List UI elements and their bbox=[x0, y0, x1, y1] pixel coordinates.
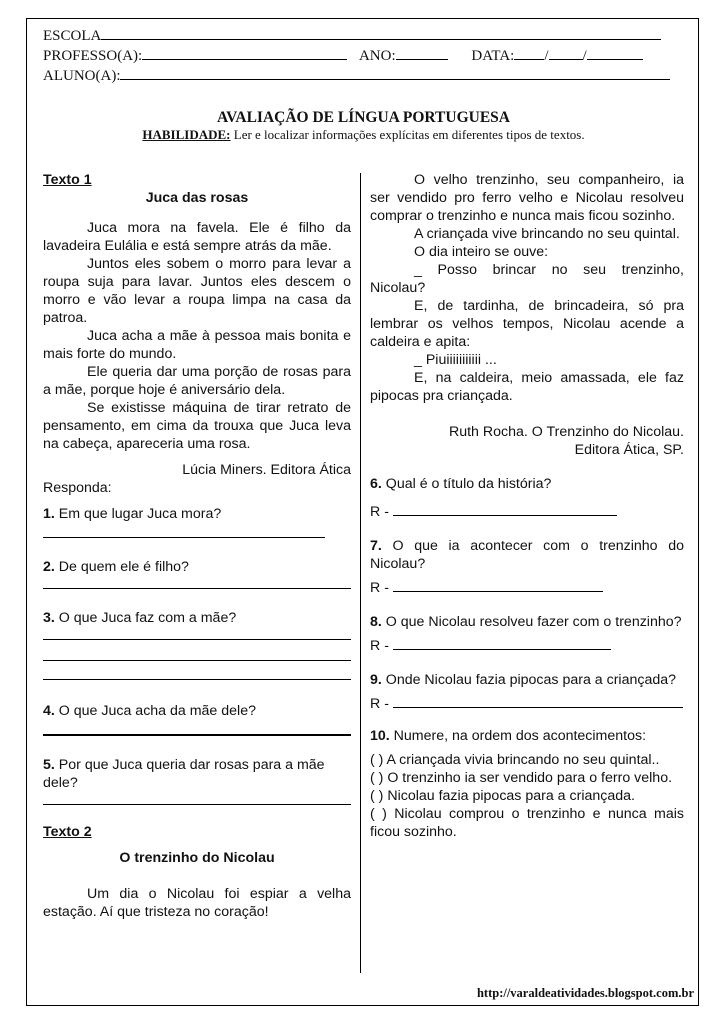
answer-row bbox=[370, 695, 684, 713]
question-5 bbox=[43, 756, 351, 792]
page-title: AVALIAÇÃO DE LÍNGUA PORTUGUESA bbox=[216, 109, 510, 126]
texto1-paragraph: Juca mora na favela. Ele é filho da lavadeira Eulália e está sempre atrás da mãe. bbox=[43, 220, 351, 254]
texto2-paragraph: E, de tardinha, de brincadeira, só pra lembrar os velhos tempos, Nicolau acende a caldeira e apita: bbox=[370, 298, 684, 350]
question-6 bbox=[370, 475, 684, 493]
question-number: 10. bbox=[370, 728, 390, 744]
order-item[interactable]: ( ) Nicolau fazia pipocas para a criançada. bbox=[370, 788, 635, 804]
answer-line[interactable] bbox=[393, 579, 603, 592]
answer-prefix: R - bbox=[370, 638, 389, 654]
escola-line bbox=[101, 27, 661, 40]
question-text: Qual é o título da história? bbox=[381, 476, 552, 492]
habilidade-text: Ler e localizar informações explícitas em diferentes tipos de textos. bbox=[230, 127, 585, 142]
question-10 bbox=[370, 727, 684, 745]
texto1-paragraph: Juca acha a mãe à pessoa mais bonita e mais forte do mundo. bbox=[43, 328, 351, 362]
texto2-paragraph: _ Piuiiiiiiiiiii ... bbox=[414, 352, 497, 368]
question-number: 4. bbox=[43, 703, 55, 719]
texto2-paragraph: _ Posso brincar no seu trenzinho, Nicolau? bbox=[370, 262, 684, 296]
answer-prefix: R - bbox=[370, 580, 389, 596]
texto1-paragraph: Ele queria dar uma porção de rosas para a mãe, porque hoje é aniversário dela. bbox=[43, 364, 351, 398]
texto1-label: Texto 1 bbox=[43, 172, 92, 188]
question-8 bbox=[370, 613, 684, 631]
texto2-source: Ruth Rocha. O Trenzinho do Nicolau. bbox=[448, 424, 684, 440]
answer-row bbox=[370, 637, 684, 655]
right-column bbox=[370, 171, 684, 841]
answer-line[interactable] bbox=[43, 804, 351, 805]
data-year-line bbox=[587, 47, 643, 60]
question-text: Numere, na ordem dos acontecimentos: bbox=[389, 728, 647, 744]
question-number: 2. bbox=[43, 559, 55, 575]
texto1-paragraph: Se existisse máquina de tirar retrato de pensamento, em cima da trouxa que Juca leva na cabeça, apareceria uma rosa. bbox=[43, 400, 351, 452]
question-number: 7. bbox=[370, 538, 382, 554]
texto2-title: O trenzinho do Nicolau bbox=[119, 850, 275, 866]
texto1-paragraph: Juntos eles sobem o morro para levar a roupa suja para lavar. Juntos eles descem o morro e vão levar a roupa limpa na casa da patroa. bbox=[43, 256, 351, 326]
answer-row bbox=[370, 503, 684, 521]
answer-line[interactable] bbox=[43, 639, 351, 640]
habilidade-label: HABILIDADE: bbox=[142, 127, 231, 142]
answer-line[interactable] bbox=[393, 503, 617, 516]
question-number: 3. bbox=[43, 610, 55, 626]
professor-label: PROFESSO(A): bbox=[43, 48, 143, 64]
answer-line[interactable] bbox=[43, 679, 351, 680]
answer-prefix: R - bbox=[370, 504, 389, 520]
question-text: De quem ele é filho? bbox=[58, 559, 189, 575]
aluno-label: ALUNO(A): bbox=[43, 68, 121, 84]
aluno-field bbox=[43, 67, 670, 85]
question-text: O que Juca faz com a mãe? bbox=[58, 610, 237, 626]
question-text: Por que Juca queria dar rosas para a mãe dele? bbox=[43, 757, 325, 791]
question-text: O que ia acontecer com o trenzinho do Nicolau? bbox=[370, 538, 684, 572]
question-7 bbox=[370, 537, 684, 573]
professor-row bbox=[43, 47, 643, 65]
question-number: 6. bbox=[370, 476, 382, 492]
answer-row bbox=[370, 579, 684, 597]
order-item[interactable]: ( ) O trenzinho ia ser vendido para o ferro velho. bbox=[370, 770, 673, 786]
habilidade-line bbox=[27, 127, 700, 143]
question-number: 8. bbox=[370, 614, 382, 630]
answer-line[interactable] bbox=[393, 637, 611, 650]
data-day-line bbox=[514, 47, 544, 60]
answer-line[interactable] bbox=[43, 660, 351, 661]
answer-line[interactable] bbox=[43, 537, 325, 538]
responda-label: Responda: bbox=[43, 480, 112, 496]
data-label: DATA: bbox=[471, 48, 515, 64]
left-column bbox=[43, 171, 351, 921]
texto2-label: Texto 2 bbox=[43, 824, 92, 840]
answer-prefix: R - bbox=[370, 696, 389, 712]
aluno-line bbox=[120, 67, 670, 80]
answer-line[interactable] bbox=[393, 695, 683, 708]
data-month-line bbox=[549, 47, 583, 60]
question-text: Onde Nicolau fazia pipocas para a criançada? bbox=[381, 672, 677, 688]
question-number: 1. bbox=[43, 506, 55, 522]
question-9 bbox=[370, 671, 684, 689]
worksheet-page bbox=[26, 18, 699, 1006]
texto2-paragraph: E, na caldeira, meio amassada, ele faz pipocas pra criançada. bbox=[370, 370, 684, 404]
escola-label: ESCOLA bbox=[43, 28, 102, 44]
order-item[interactable]: ( ) Nicolau comprou o trenzinho e nunca mais ficou sozinho. bbox=[370, 806, 684, 840]
question-1 bbox=[43, 505, 351, 523]
texto2-paragraph: O dia inteiro se ouve: bbox=[414, 244, 549, 260]
data-separator: / bbox=[544, 48, 549, 64]
question-text: Em que lugar Juca mora? bbox=[58, 506, 222, 522]
texto2-source: Editora Ática, SP. bbox=[574, 442, 684, 458]
escola-field bbox=[43, 27, 661, 45]
question-number: 5. bbox=[43, 757, 55, 773]
question-4 bbox=[43, 702, 351, 720]
ano-label: ANO: bbox=[358, 48, 396, 64]
question-text: O que Nicolau resolveu fazer com o trenzinho? bbox=[381, 614, 682, 630]
question-2 bbox=[43, 558, 351, 576]
texto2-paragraph: Um dia o Nicolau foi espiar a velha estação. Aí que tristeza no coração! bbox=[43, 886, 351, 920]
question-text: O que Juca acha da mãe dele? bbox=[58, 703, 256, 719]
answer-line[interactable] bbox=[43, 734, 351, 736]
ano-line bbox=[396, 47, 448, 60]
data-separator: / bbox=[582, 48, 587, 64]
footer-url: http://varaldeatividades.blogspot.com.br bbox=[476, 986, 694, 1000]
texto2-paragraph: O velho trenzinho, seu companheiro, ia ser vendido pro ferro velho e Nicolau resolveu comprar o trenzinho e nunca mais ficou sozinho. bbox=[370, 172, 684, 224]
texto2-paragraph: A criançada vive brincando no seu quintal. bbox=[414, 226, 680, 242]
texto1-source: Lúcia Miners. Editora Ática bbox=[182, 462, 351, 478]
question-3 bbox=[43, 609, 351, 627]
answer-line[interactable] bbox=[43, 588, 351, 589]
column-divider bbox=[360, 173, 361, 973]
question-number: 9. bbox=[370, 672, 382, 688]
professor-line bbox=[142, 47, 347, 60]
texto1-title: Juca das rosas bbox=[145, 190, 249, 206]
order-item[interactable]: ( ) A criançada vivia brincando no seu quintal.. bbox=[370, 752, 660, 768]
